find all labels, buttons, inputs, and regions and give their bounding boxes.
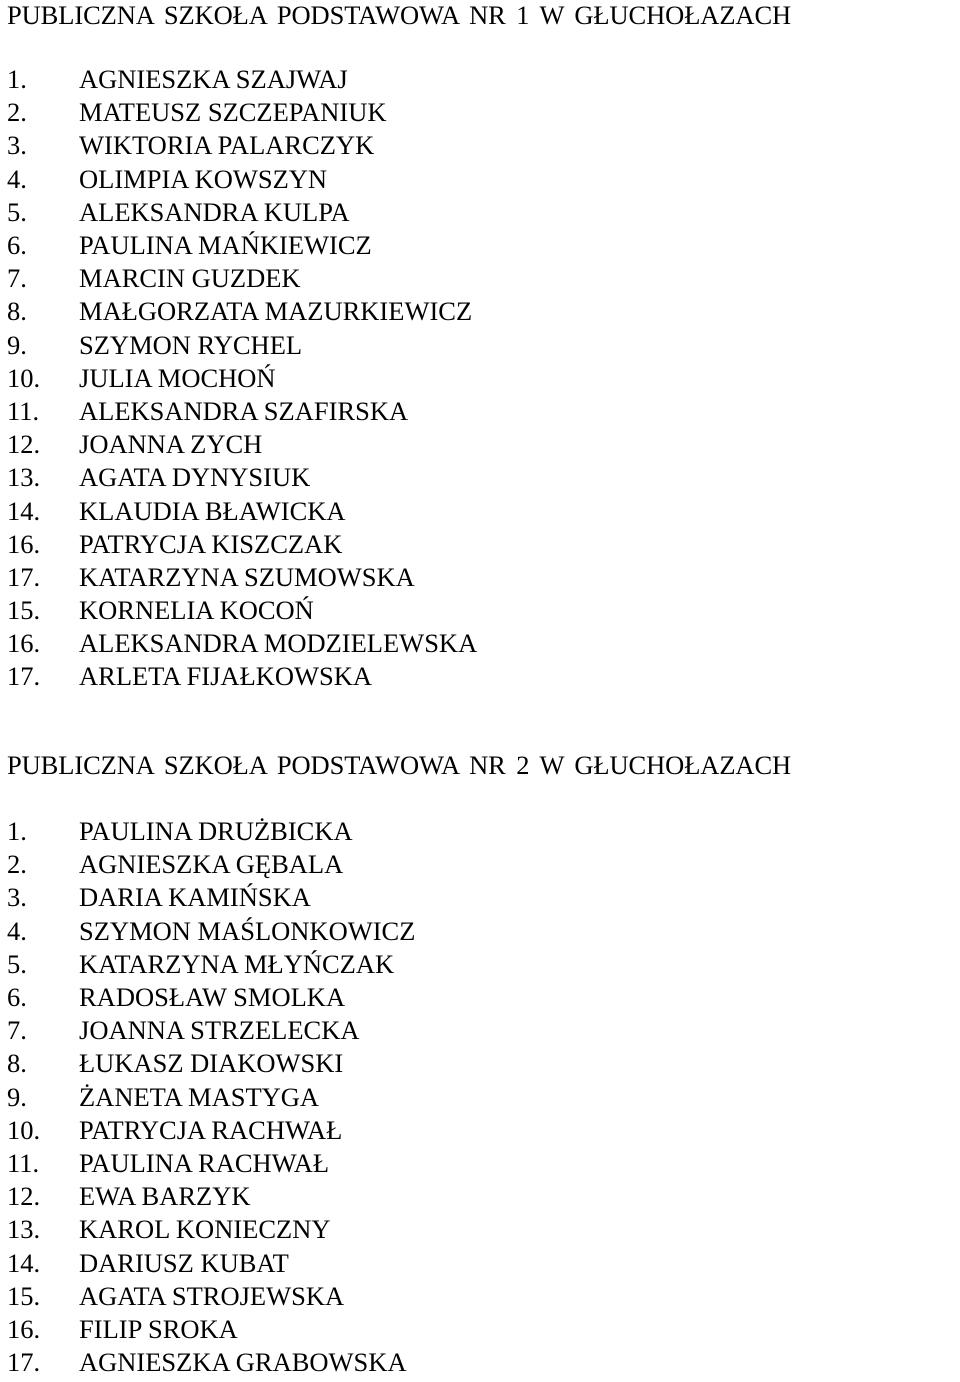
list-item-student-name: OLIMPIA KOWSZYN: [79, 163, 328, 194]
list-item: [7, 1346, 415, 1379]
list-item-student-name: ARLETA FIJAŁKOWSKA: [79, 661, 373, 692]
list-item-student-name: MARCIN GUZDEK: [79, 263, 301, 294]
list-item-student-name: PATRYCJA KISZCZAK: [79, 528, 343, 559]
list-item-student-name: SZYMON MAŚLONKOWICZ: [79, 915, 416, 946]
list-item-number: 3.: [7, 130, 27, 161]
list-item-student-name: DARIA KAMIŃSKA: [79, 882, 311, 913]
list-item-number: 17.: [7, 1347, 41, 1378]
list-item-student-name: AGNIESZKA GĘBALA: [79, 849, 344, 880]
list-item-number: 7.: [7, 263, 27, 294]
list-item-student-name: AGNIESZKA GRABOWSKA: [79, 1347, 407, 1378]
list-item-student-name: JOANNA ZYCH: [79, 429, 263, 460]
list-item-number: 6.: [7, 982, 27, 1013]
list-item: [7, 329, 477, 362]
list-item-number: 8.: [7, 296, 27, 327]
list-item: [7, 196, 477, 229]
list-item-number: 3.: [7, 882, 27, 913]
list-item-number: 1.: [7, 64, 27, 95]
list-item-student-name: ALEKSANDRA SZAFIRSKA: [79, 395, 409, 426]
list-item-number: 1.: [7, 816, 27, 847]
list-item: [7, 660, 477, 693]
list-item-student-name: FILIP SROKA: [79, 1313, 238, 1344]
list-item-student-name: PATRYCJA RACHWAŁ: [79, 1114, 343, 1145]
list-item-number: 16.: [7, 528, 41, 559]
list-item-student-name: JULIA MOCHOŃ: [79, 362, 276, 393]
list-item: [7, 494, 477, 527]
list-item-student-name: AGNIESZKA SZAJWAJ: [79, 64, 348, 95]
list-item: [7, 229, 477, 262]
list-item: [7, 129, 477, 162]
school-1-title: PUBLICZNA SZKOŁA PODSTAWOWA NR 1 W GŁUCHOŁAZACH: [7, 0, 792, 30]
list-item: [7, 1180, 415, 1213]
list-item: [7, 1313, 415, 1346]
list-item: [7, 428, 477, 461]
list-item-number: 13.: [7, 462, 41, 493]
list-item-student-name: ŁUKASZ DIAKOWSKI: [79, 1048, 344, 1079]
list-item-number: 9.: [7, 329, 27, 360]
list-item-student-name: KLAUDIA BŁAWICKA: [79, 495, 346, 526]
list-item: [7, 848, 415, 881]
list-item-student-name: MATEUSZ SZCZEPANIUK: [79, 97, 387, 128]
school-2-title: PUBLICZNA SZKOŁA PODSTAWOWA NR 2 W GŁUCHOŁAZACH: [7, 750, 792, 780]
list-item-number: 10.: [7, 1114, 41, 1145]
list-item: [7, 981, 415, 1014]
list-item-number: 15.: [7, 1280, 41, 1311]
list-item-number: 4.: [7, 163, 27, 194]
list-item-student-name: PAULINA RACHWAŁ: [79, 1147, 330, 1178]
list-item-student-name: ŻANETA MASTYGA: [79, 1081, 320, 1112]
list-item-number: 16.: [7, 628, 41, 659]
list-item-student-name: ALEKSANDRA MODZIELEWSKA: [79, 628, 478, 659]
list-item: [7, 262, 477, 295]
list-item-number: 10.: [7, 362, 41, 393]
list-item: [7, 1213, 415, 1246]
list-item: [7, 1014, 415, 1047]
list-item-number: 12.: [7, 1181, 41, 1212]
list-item-number: 13.: [7, 1214, 41, 1245]
list-item-student-name: RADOSŁAW SMOLKA: [79, 982, 346, 1013]
list-item-number: 4.: [7, 915, 27, 946]
list-item-student-name: MAŁGORZATA MAZURKIEWICZ: [79, 296, 473, 327]
list-item-student-name: KAROL KONIECZNY: [79, 1214, 331, 1245]
list-item: [7, 362, 477, 395]
list-item-number: 11.: [7, 1147, 40, 1178]
list-item: [7, 63, 477, 96]
list-item-student-name: AGATA STROJEWSKA: [79, 1280, 345, 1311]
list-item-student-name: AGATA DYNYSIUK: [79, 462, 311, 493]
list-item-number: 7.: [7, 1015, 27, 1046]
list-item-student-name: KATARZYNA MŁYŃCZAK: [79, 948, 395, 979]
list-item: [7, 594, 477, 627]
list-item-number: 14.: [7, 495, 41, 526]
list-item-student-name: PAULINA MAŃKIEWICZ: [79, 230, 372, 261]
list-item: [7, 881, 415, 914]
list-item-student-name: PAULINA DRUŻBICKA: [79, 816, 353, 847]
list-item: [7, 815, 415, 848]
list-item: [7, 1280, 415, 1313]
list-item: [7, 163, 477, 196]
list-item: [7, 915, 415, 948]
list-item: [7, 1114, 415, 1147]
list-item-student-name: WIKTORIA PALARCZYK: [79, 130, 375, 161]
list-item-student-name: SZYMON RYCHEL: [79, 329, 303, 360]
list-item: [7, 528, 477, 561]
list-item-student-name: JOANNA STRZELECKA: [79, 1015, 360, 1046]
list-item-number: 5.: [7, 948, 27, 979]
list-item-number: 14.: [7, 1247, 41, 1278]
list-item-student-name: ALEKSANDRA KULPA: [79, 196, 350, 227]
list-item: [7, 627, 477, 660]
list-item-number: 6.: [7, 230, 27, 261]
list-item-number: 9.: [7, 1081, 27, 1112]
list-item-number: 15.: [7, 595, 41, 626]
list-item-number: 16.: [7, 1313, 41, 1344]
list-item-number: 5.: [7, 196, 27, 227]
list-item: [7, 1081, 415, 1114]
list-item-number: 2.: [7, 97, 27, 128]
list-item-number: 11.: [7, 395, 40, 426]
list-item: [7, 295, 477, 328]
list-item-number: 8.: [7, 1048, 27, 1079]
list-item: [7, 1047, 415, 1080]
list-item: [7, 96, 477, 129]
list-item-number: 17.: [7, 661, 41, 692]
list-item: [7, 1147, 415, 1180]
list-item-number: 17.: [7, 561, 41, 592]
list-item: [7, 1246, 415, 1279]
list-item-student-name: KORNELIA KOCOŃ: [79, 595, 314, 626]
school-1-student-list: [7, 63, 477, 694]
list-item-student-name: KATARZYNA SZUMOWSKA: [79, 561, 415, 592]
list-item: [7, 461, 477, 494]
list-item: [7, 395, 477, 428]
school-2-student-list: [7, 815, 415, 1379]
list-item-number: 12.: [7, 429, 41, 460]
list-item: [7, 948, 415, 981]
list-item-student-name: EWA BARZYK: [79, 1181, 251, 1212]
list-item: [7, 561, 477, 594]
list-item-number: 2.: [7, 849, 27, 880]
list-item-student-name: DARIUSZ KUBAT: [79, 1247, 289, 1278]
